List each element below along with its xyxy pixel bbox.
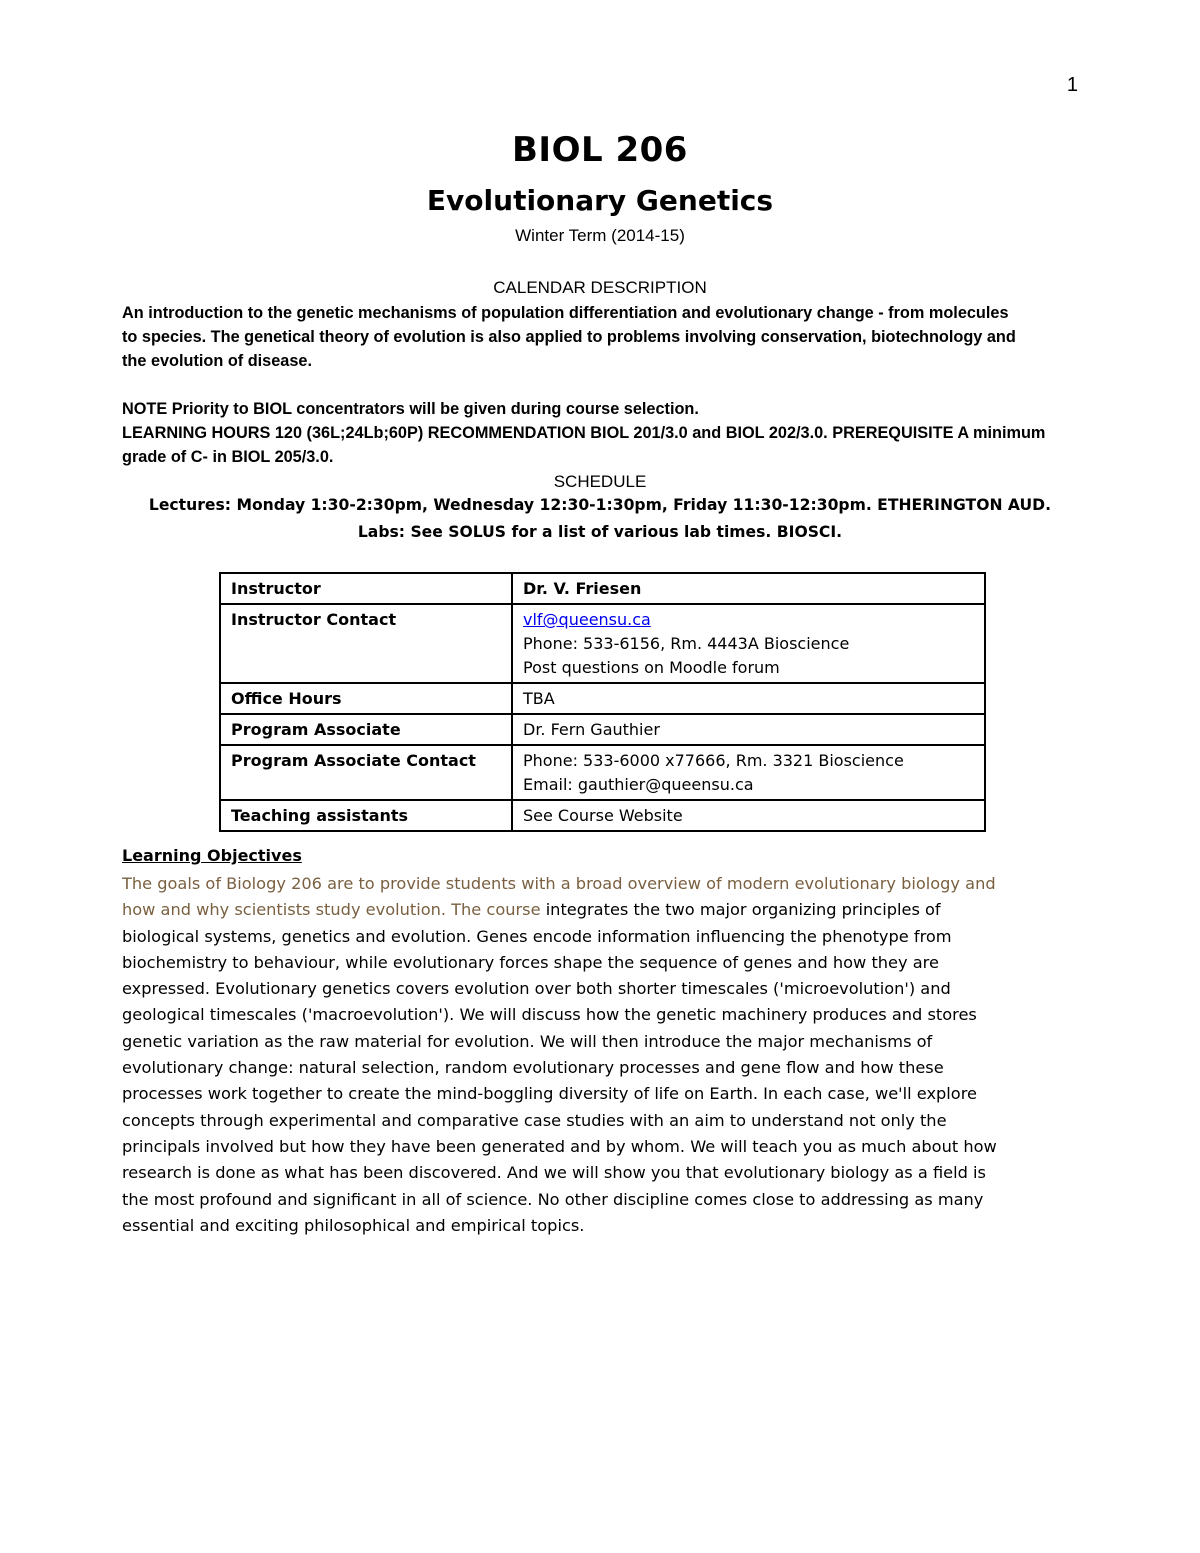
office-hours-value: TBA <box>512 683 985 714</box>
lecture-schedule: Lectures: Monday 1:30-2:30pm, Wednesday 12:30-1:30pm, Friday 11:30-12:30pm. ETHERINGTON AUD. <box>148 496 1052 514</box>
learning-objectives-heading: Learning Objectives <box>122 846 302 865</box>
teaching-assistants-label: Teaching assistants <box>220 800 512 831</box>
objectives-line: The goals of Biology 206 are to provide students with a broad overview of modern evolutionary biology and <box>122 874 996 893</box>
note-line: LEARNING HOURS 120 (36L;24Lb;60P) RECOMMENDATION BIOL 201/3.0 and BIOL 202/3.0. PREREQUISITE A minimum <box>122 424 1046 442</box>
calendar-description <box>122 301 1082 373</box>
description-line: to species. The genetical theory of evolution is also applied to problems involving conservation, biotechnology and <box>122 328 1016 346</box>
instructor-phone: Phone: 533-6156, Rm. 4443A Bioscience <box>523 634 850 653</box>
instructor-label: Instructor <box>220 573 512 604</box>
instructor-email-link[interactable]: vlf@queensu.ca <box>523 610 651 629</box>
program-associate-name: Dr. Fern Gauthier <box>512 714 985 745</box>
course-name-title: Evolutionary Genetics <box>426 184 774 217</box>
objectives-line: genetic variation as the raw material for evolution. We will then introduce the major mechanisms of <box>122 1031 933 1051</box>
objectives-line: research is done as what has been discovered. And we will show you that evolutionary biology as a field is <box>122 1163 986 1183</box>
objectives-line-highlight: how and why scientists study evolution. The course <box>122 900 546 920</box>
table-row <box>220 683 985 714</box>
program-associate-contact-label: Program Associate Contact <box>220 745 512 800</box>
objectives-line <box>122 897 1082 923</box>
objectives-line: geological timescales ('macroevolution'). We will discuss how the genetic machinery produces and stores <box>122 1005 977 1025</box>
table-row <box>220 745 985 800</box>
objectives-line: processes work together to create the mind-boggling diversity of life on Earth. In each case, we'll explore <box>122 1084 977 1104</box>
contact-table <box>219 572 986 832</box>
note-line: grade of C- in BIOL 205/3.0. <box>122 448 334 466</box>
program-associate-label: Program Associate <box>220 714 512 745</box>
table-row <box>220 800 985 831</box>
description-line: the evolution of disease. <box>122 352 312 370</box>
program-associate-email: Email: gauthier@queensu.ca <box>523 775 754 794</box>
objectives-line: the most profound and significant in all of science. No other discipline comes close to addressing as many <box>122 1189 984 1209</box>
objectives-line-rest: integrates the two major organizing principles of <box>545 900 941 920</box>
instructor-name: Dr. V. Friesen <box>512 573 985 604</box>
schedule-heading: SCHEDULE <box>553 472 647 491</box>
instructor-contact-cell <box>512 604 985 683</box>
lab-schedule: Labs: See SOLUS for a list of various lab times. BIOSCI. <box>357 523 843 541</box>
learning-objectives-body <box>122 871 1082 1239</box>
office-hours-label: Office Hours <box>220 683 512 714</box>
program-associate-contact-cell <box>512 745 985 800</box>
objectives-line: principals involved but how they have been generated and by whom. We will teach you as much about how <box>122 1136 997 1156</box>
objectives-line: essential and exciting philosophical and empirical topics. <box>122 1215 585 1235</box>
course-code-title: BIOL 206 <box>512 130 688 170</box>
note-line: NOTE Priority to BIOL concentrators will be given during course selection. <box>122 400 699 418</box>
calendar-description-heading: CALENDAR DESCRIPTION <box>493 278 707 297</box>
objectives-line: concepts through experimental and comparative case studies with an aim to understand not only the <box>122 1110 947 1130</box>
objectives-line: expressed. Evolutionary genetics covers evolution over both shorter timescales ('microevolution') and <box>122 979 951 999</box>
table-row <box>220 573 985 604</box>
instructor-forum-note: Post questions on Moodle forum <box>523 658 780 677</box>
objectives-line: biochemistry to behaviour, while evolutionary forces shape the sequence of genes and how they are <box>122 952 939 972</box>
teaching-assistants-value: See Course Website <box>512 800 985 831</box>
table-row <box>220 604 985 683</box>
page-number: 1 <box>1066 74 1078 96</box>
description-line: An introduction to the genetic mechanisms of population differentiation and evolutionary change - from molecules <box>122 304 1009 322</box>
objectives-line: evolutionary change: natural selection, random evolutionary processes and gene flow and how these <box>122 1058 944 1078</box>
objectives-line: biological systems, genetics and evolution. Genes encode information influencing the phenotype from <box>122 926 952 946</box>
program-associate-phone: Phone: 533-6000 x77666, Rm. 3321 Bioscience <box>523 751 904 770</box>
term-label: Winter Term (2014-15) <box>515 226 685 245</box>
table-row <box>220 714 985 745</box>
instructor-contact-label: Instructor Contact <box>220 604 512 683</box>
course-notes <box>122 397 1082 469</box>
